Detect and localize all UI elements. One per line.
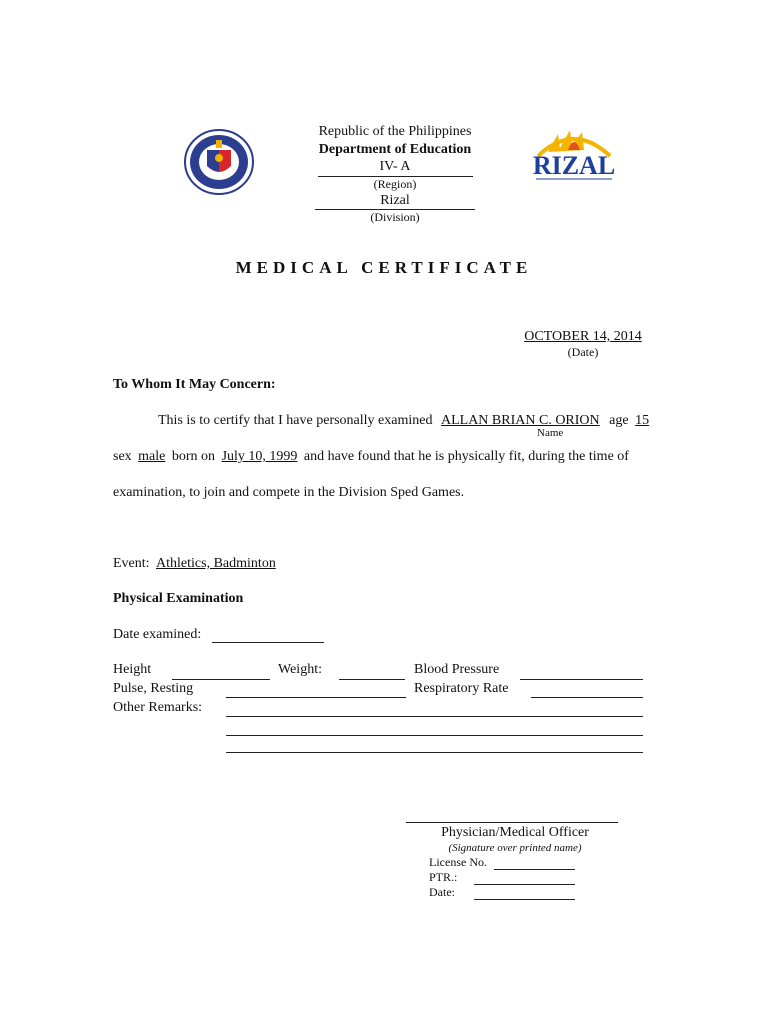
license-line	[494, 869, 575, 870]
age-label: age	[609, 413, 629, 428]
division-value: Rizal	[380, 193, 410, 208]
event-line	[113, 556, 276, 572]
pulse-label: Pulse, Resting	[113, 681, 194, 696]
remarks-label: Other Remarks:	[113, 700, 203, 715]
ptr-line	[474, 884, 575, 885]
respiratory-label: Respiratory Rate	[414, 681, 509, 696]
body-line-3: examination, to join and compete in the Division Sped Games.	[113, 485, 465, 500]
patient-age: 15	[635, 413, 650, 428]
remarks-line-2	[226, 735, 643, 736]
height-line	[172, 679, 270, 680]
license-label: License No.	[429, 855, 487, 869]
date-examined-label: Date examined:	[113, 627, 202, 642]
height-label: Height	[113, 662, 152, 677]
body-fit-text: and have found that he is physically fit, during the time of	[303, 449, 629, 464]
sex-label: sex	[113, 449, 132, 464]
certificate-title: MEDICAL CERTIFICATE	[235, 258, 533, 277]
weight-label: Weight:	[278, 662, 322, 677]
blood-pressure-label: Blood Pressure	[414, 662, 500, 677]
signature-line	[406, 822, 618, 823]
physical-exam-heading: Physical Examination	[113, 591, 244, 606]
physician-title: Physician/Medical Officer	[441, 825, 589, 840]
sign-date-label: Date:	[429, 885, 455, 899]
event-label: Event:	[113, 556, 150, 571]
division-field	[315, 193, 475, 209]
blood-pressure-line	[520, 679, 643, 680]
body-line-1	[158, 413, 649, 429]
region-value: IV- A	[379, 159, 411, 174]
ptr-label: PTR.:	[429, 870, 458, 884]
body-intro: This is to certify that I have personally examined	[158, 413, 433, 428]
remarks-line-1	[226, 716, 643, 717]
remarks-line-3	[226, 752, 643, 753]
date-caption: (Date)	[567, 345, 599, 359]
patient-name: ALLAN BRIAN C. ORION	[440, 413, 600, 428]
pulse-line	[226, 697, 406, 698]
weight-line	[339, 679, 405, 680]
division-caption: (Division)	[370, 210, 420, 224]
deped-seal-logo	[183, 128, 255, 196]
svg-text:RIZAL: RIZAL	[532, 151, 616, 180]
respiratory-line	[531, 697, 643, 698]
date-examined-line	[212, 642, 324, 643]
region-field	[318, 159, 472, 175]
department-label: Department of Education	[318, 142, 472, 157]
region-caption: (Region)	[373, 177, 417, 191]
rizal-province-logo	[528, 128, 620, 182]
born-label: born on	[171, 449, 216, 464]
name-caption: Name	[537, 427, 564, 439]
republic-label: Republic of the Philippines	[318, 124, 472, 139]
body-line-2	[113, 449, 629, 465]
patient-sex: male	[138, 449, 166, 464]
event-value: Athletics, Badminton	[156, 556, 276, 571]
certificate-date: OCTOBER 14, 2014	[524, 329, 642, 344]
signature-note: (Signature over printed name)	[448, 842, 582, 854]
sign-date-line	[474, 899, 575, 900]
patient-birthdate: July 10, 1999	[221, 449, 298, 464]
salutation: To Whom It May Concern:	[113, 377, 276, 392]
